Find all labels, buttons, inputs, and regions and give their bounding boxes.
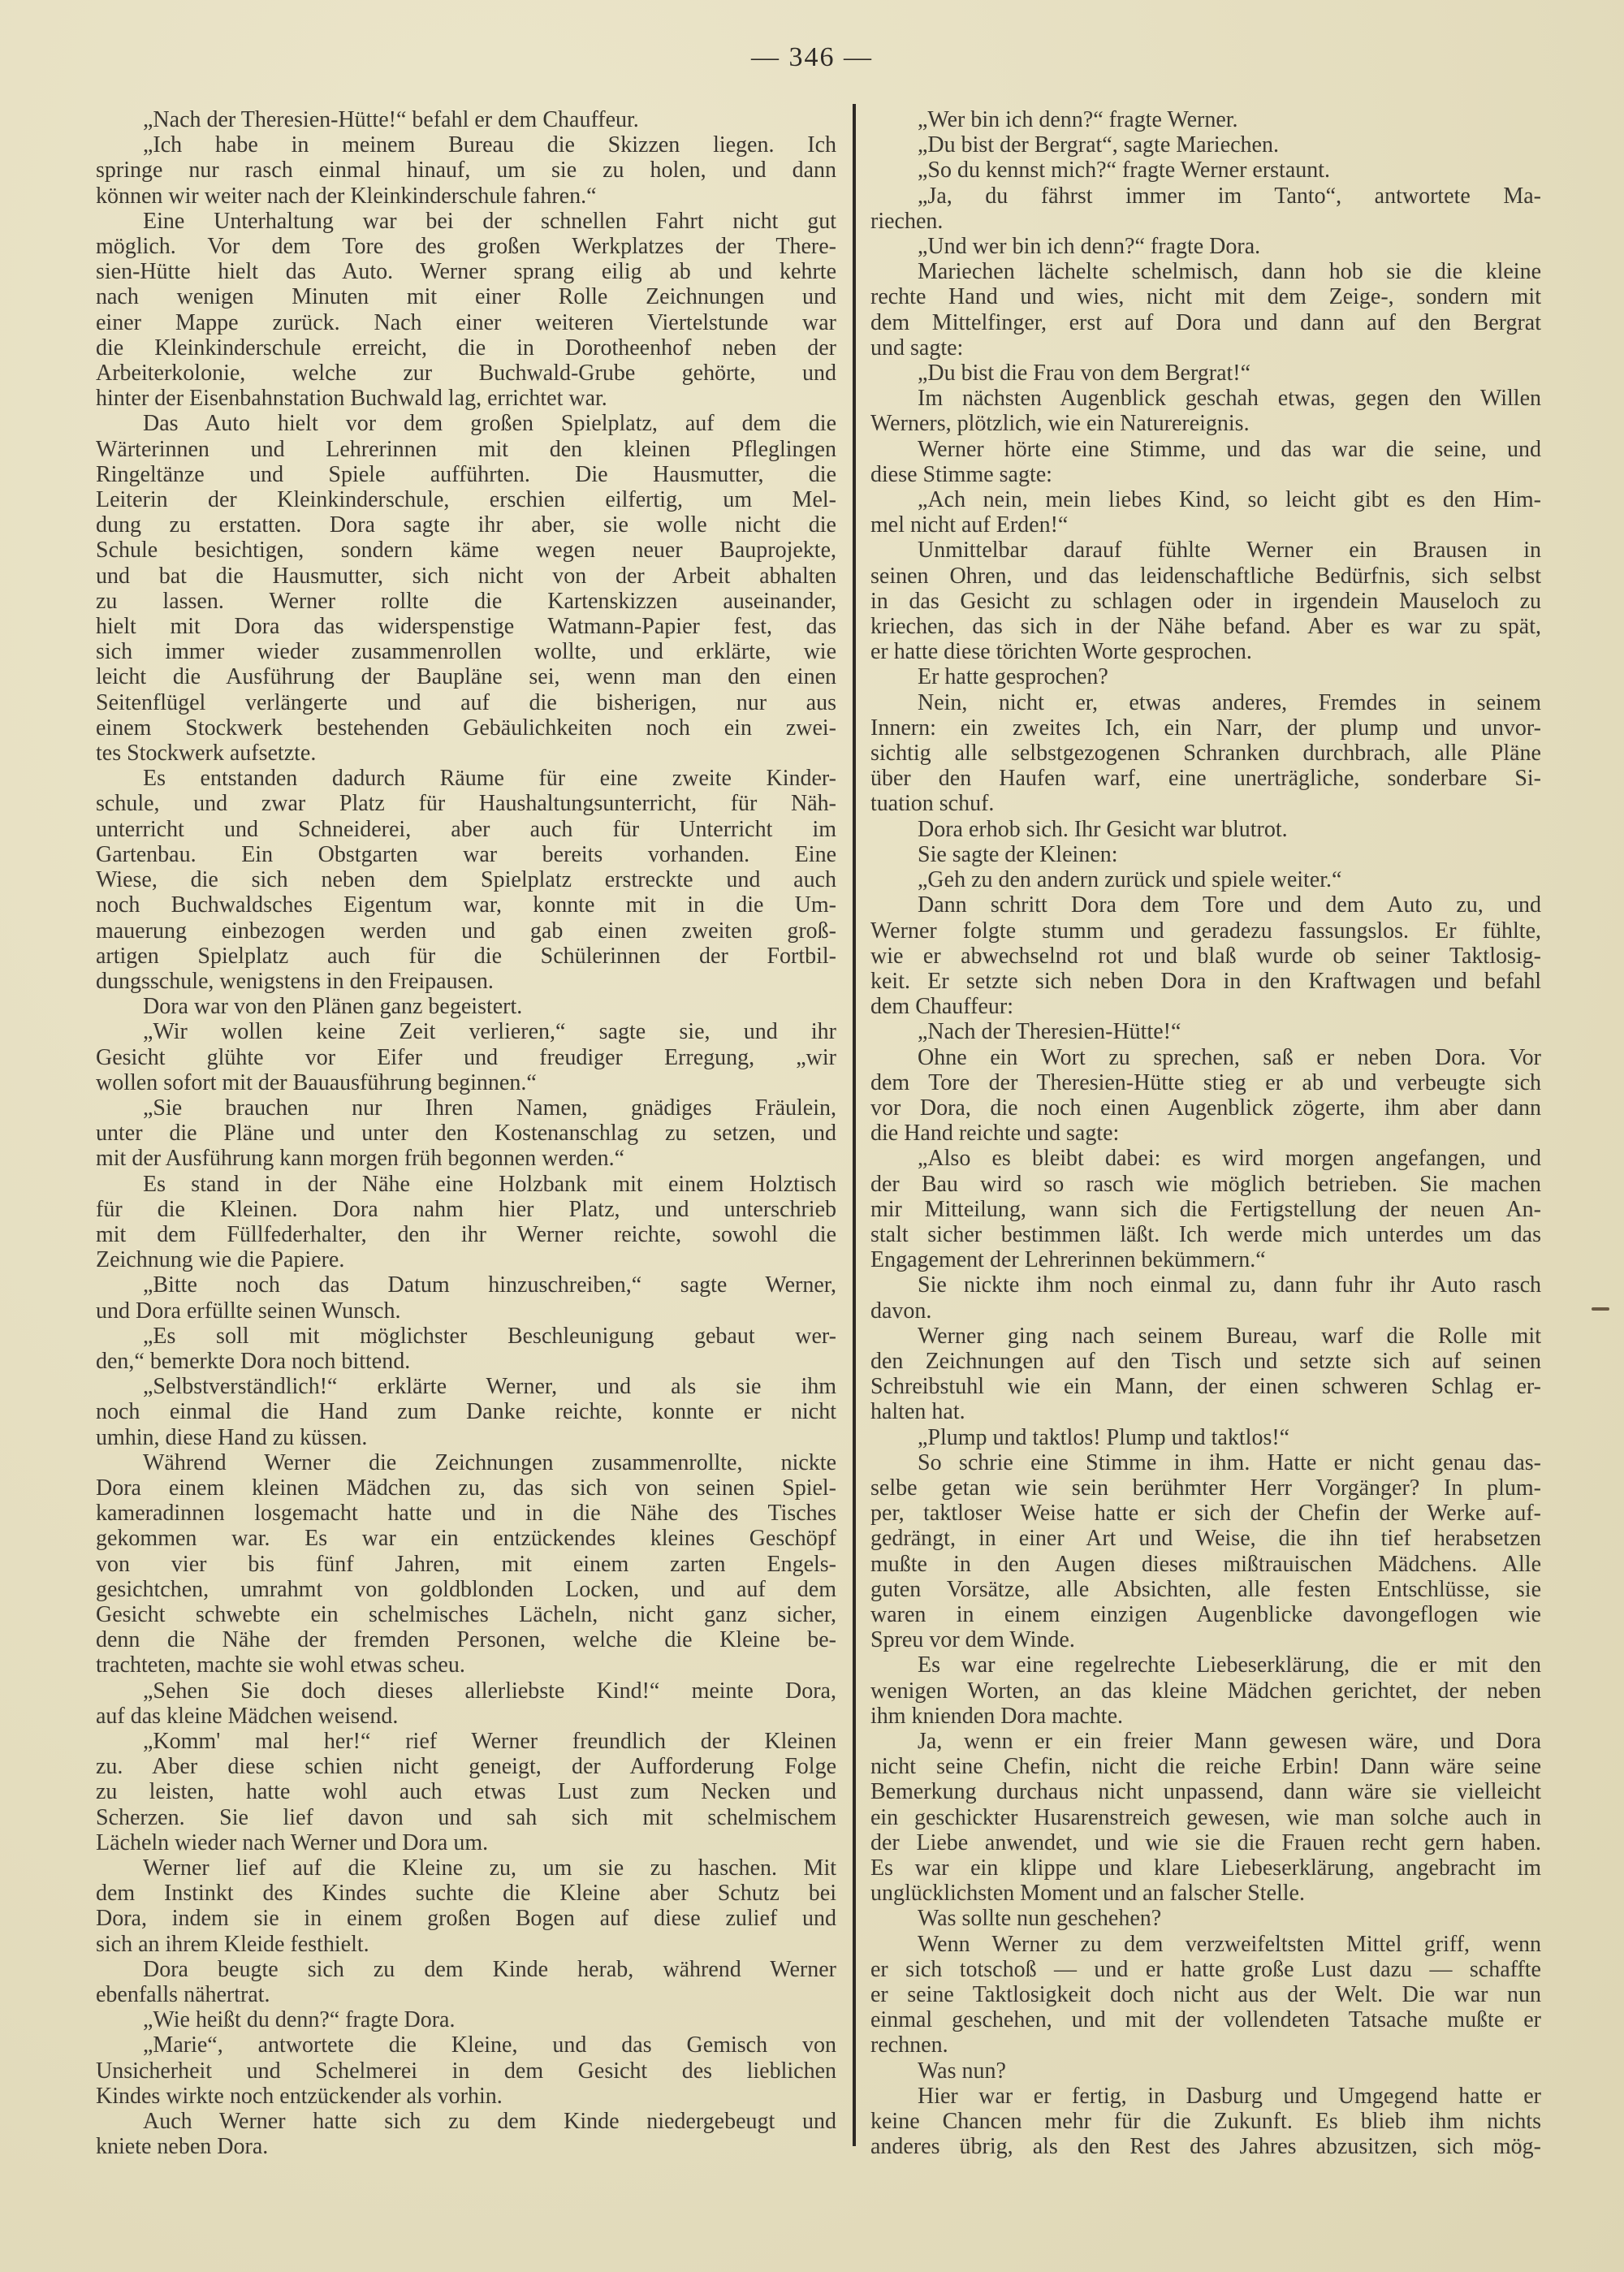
text-line: Wärterinnen und Lehrerinnen mit den kleinen Pfleglingen xyxy=(96,436,836,462)
paragraph xyxy=(870,1146,1541,1272)
text-line: sich immer wieder zusammenrollen wollte, und erklärte, wie xyxy=(96,639,836,665)
text-line: „Geh zu den andern zurück und spiele weiter.“ xyxy=(918,867,1342,893)
text-line: springe nur rasch einmal hinauf, um sie zu holen, und dann xyxy=(96,158,836,184)
paragraph xyxy=(870,2084,1541,2160)
text-line: leicht die Ausführung der Baupläne sei, wenn man den einen xyxy=(96,664,836,690)
text-line: keit. Er setzte sich neben Dora in den Kraftwagen und befahl xyxy=(870,968,1541,994)
paragraph xyxy=(870,184,1541,234)
page-number: — 346 — xyxy=(751,42,873,72)
text-line: „Nach der Theresien-Hütte!“ befahl er dem Chauffeur. xyxy=(143,107,639,132)
text-line: wollen sofort mit der Bauausführung beginnen.“ xyxy=(96,1069,537,1095)
text-line: Scherzen. Sie lief davon und sah sich mit schelmischem xyxy=(96,1804,836,1830)
text-line: „Ja, du fährst immer im Tanto“, antwortete Ma- xyxy=(918,183,1541,209)
paragraph xyxy=(870,1729,1541,1906)
paragraph xyxy=(96,1019,836,1095)
text-line: Gartenbau. Ein Obstgarten war bereits vorhanden. Eine xyxy=(96,841,836,867)
text-line: „Komm' mal her!“ rief Werner freundlich der Kleinen xyxy=(143,1729,836,1754)
text-line: dem Mittelfinger, erst auf Dora und dann auf den Bergrat xyxy=(870,309,1541,335)
text-line: Unmittelbar darauf fühlte Werner ein Brausen in xyxy=(918,538,1541,564)
text-line: guten Vorsätze, alle Absichten, alle festen Entschlüsse, sie xyxy=(870,1576,1541,1602)
text-line: „Plump und taktlos! Plump und taktlos!“ xyxy=(918,1424,1290,1450)
text-line: dung zu erstatten. Dora sagte ihr aber, sie wolle nicht die xyxy=(96,512,836,538)
text-line: „Nach der Theresien-Hütte!“ xyxy=(918,1019,1181,1045)
text-line: Kindes wirkte noch entzückender als vorhin. xyxy=(96,2083,503,2109)
text-line: unterricht und Schneiderei, aber auch für Unterricht im xyxy=(96,816,836,842)
text-line: noch einmal die Hand zum Danke reichte, konnte er nicht xyxy=(96,1399,836,1425)
text-line: Ringeltänze und Spiele aufführten. Die Hausmutter, die xyxy=(96,461,836,487)
text-line: denn die Nähe der fremden Personen, welche die Kleine be- xyxy=(96,1627,836,1653)
paragraph xyxy=(96,1855,836,1957)
text-line: Es stand in der Nähe eine Holzbank mit einem Holztisch xyxy=(143,1171,836,1197)
text-line: einmal geschehen, und mit der vollendeten Tatsache mußte er xyxy=(870,2007,1541,2033)
text-line: möglich. Vor dem Tore des großen Werkplatzes der There- xyxy=(96,234,836,260)
paragraph xyxy=(96,2032,836,2109)
text-line: dungsschule, wenigstens in den Freipausen. xyxy=(96,968,494,994)
text-line: ein geschickter Husarenstreich gewesen, wie man solche auch in xyxy=(870,1804,1541,1830)
paragraph xyxy=(870,892,1541,1019)
text-line: Wiese, die sich neben dem Spielplatz erstreckte und auch xyxy=(96,867,836,893)
paragraph xyxy=(870,690,1541,817)
text-line: keine Chancen mehr für die Zukunft. Es blieb ihm nichts xyxy=(870,2109,1541,2135)
text-line: der Bau wird so rasch wie möglich betrieben. Sie machen xyxy=(870,1171,1541,1197)
text-line: nach wenigen Minuten mit einer Rolle Zeichnungen und xyxy=(96,284,836,310)
text-line: mauerung einbezogen werden und gab einen zweiten groß- xyxy=(96,918,836,944)
text-line: auf das kleine Mädchen weisend. xyxy=(96,1703,399,1729)
text-line: artigen Spielplatz auch für die Schülerinnen der Fortbil- xyxy=(96,943,836,969)
text-line: dem Tore der Theresien-Hütte stieg er ab und verbeugte sich xyxy=(870,1069,1541,1095)
text-line: Es entstanden dadurch Räume für eine zweite Kinder- xyxy=(143,766,836,792)
text-line: stalt sicher bestimmen läßt. Ich werde mich unterdes um das xyxy=(870,1221,1541,1247)
paragraph xyxy=(96,1374,836,1450)
text-line: Dann schritt Dora dem Tore und dem Auto zu, und xyxy=(918,892,1541,918)
paragraph xyxy=(870,158,1541,183)
text-line: Schule besichtigen, sondern käme wegen neuer Bauprojekte, xyxy=(96,538,836,564)
text-line: Auch Werner hatte sich zu dem Kinde niedergebeugt und xyxy=(143,2109,836,2135)
paragraph xyxy=(96,107,836,132)
text-line: mel nicht auf Erden!“ xyxy=(870,512,1069,538)
text-line: unglücklichsten Moment und an falscher Stelle. xyxy=(870,1881,1305,1907)
text-line: tuation schuf. xyxy=(870,791,995,817)
text-line: diese Stimme sagte: xyxy=(870,461,1052,487)
text-line: „So du kennst mich?“ fragte Werner erstaunt. xyxy=(918,158,1331,184)
text-line: umhin, diese Hand zu küssen. xyxy=(96,1424,368,1450)
paragraph xyxy=(96,766,836,994)
text-line: Eine Unterhaltung war bei der schnellen Fahrt nicht gut xyxy=(143,208,836,234)
text-line: Arbeiterkolonie, welche zur Buchwald-Grube gehörte, und xyxy=(96,361,836,387)
paragraph xyxy=(870,2058,1541,2084)
text-line: riechen. xyxy=(870,208,944,234)
paragraph xyxy=(870,259,1541,361)
left-column xyxy=(96,107,836,2159)
text-line: „Wer bin ich denn?“ fragte Werner. xyxy=(918,107,1238,132)
text-line: sien-Hütte hielt das Auto. Werner sprang eilig ab und kehrte xyxy=(96,259,836,285)
text-line: Zeichnung wie die Papiere. xyxy=(96,1247,345,1273)
text-line: kniete neben Dora. xyxy=(96,2134,269,2160)
text-line: Werners, plötzlich, wie ein Naturereignis. xyxy=(870,411,1250,437)
text-line: Das Auto hielt vor dem großen Spielplatz, auf dem die xyxy=(143,411,836,437)
text-line: „Ich habe in meinem Bureau die Skizzen liegen. Ich xyxy=(143,132,836,158)
text-line: und bat die Hausmutter, sich nicht von der Arbeit abhalten xyxy=(96,563,836,589)
text-line: er seine Taktlosigkeit doch nicht aus der Welt. Die war nun xyxy=(870,1982,1541,2008)
text-line: „Du bist der Bergrat“, sagte Mariechen. xyxy=(918,132,1279,158)
text-line: „Wie heißt du denn?“ fragte Dora. xyxy=(143,2007,456,2033)
text-line: Dora, indem sie in einem großen Bogen auf diese zulief und xyxy=(96,1906,836,1932)
text-line: tes Stockwerk aufsetzte. xyxy=(96,741,317,767)
text-line: wenigen Worten, an das kleine Mädchen gerichtet, der neben xyxy=(870,1678,1541,1704)
text-line: Unsicherheit und Schelmerei in dem Gesicht des lieblichen xyxy=(96,2058,836,2084)
text-line: Er hatte gesprochen? xyxy=(918,664,1108,690)
paragraph xyxy=(870,1272,1541,1323)
paragraph xyxy=(96,411,836,766)
paragraph xyxy=(870,842,1541,867)
paragraph xyxy=(870,538,1541,664)
text-line: vor Dora, die noch einen Augenblick zögerte, ihm aber dann xyxy=(870,1095,1541,1121)
text-line: den,“ bemerkte Dora noch bittend. xyxy=(96,1348,411,1374)
paragraph xyxy=(96,1095,836,1172)
text-line: Ohne ein Wort zu sprechen, saß er neben Dora. Vor xyxy=(918,1044,1541,1070)
text-line: Es war eine regelrechte Liebeserklärung, die er mit den xyxy=(918,1652,1541,1678)
paragraph xyxy=(870,487,1541,538)
paragraph xyxy=(870,1045,1541,1147)
text-line: Während Werner die Zeichnungen zusammenrollte, nickte xyxy=(143,1449,836,1475)
text-line: Mariechen lächelte schelmisch, dann hob sie die kleine xyxy=(918,259,1541,285)
paragraph xyxy=(96,1324,836,1374)
text-line: per, taktloser Weise hatte er sich der Chefin der Werke auf- xyxy=(870,1501,1541,1527)
text-line: Schreibstuhl wie ein Mann, der einen schweren Schlag er- xyxy=(870,1374,1541,1400)
text-line: Leiterin der Kleinkinderschule, erschien eilfertig, um Mel- xyxy=(96,487,836,513)
text-line: rechte Hand und wies, nicht mit dem Zeige-, sondern mit xyxy=(870,284,1541,310)
paragraph xyxy=(96,1172,836,1273)
text-line: Lächeln wieder nach Werner und Dora um. xyxy=(96,1829,489,1855)
paragraph xyxy=(96,1450,836,1678)
paragraph xyxy=(96,2007,836,2032)
paragraph xyxy=(96,1957,836,2007)
text-line: Spreu vor dem Winde. xyxy=(870,1627,1075,1653)
text-line: Es war ein klippe und klare Liebeserklärung, angebracht im xyxy=(870,1855,1541,1881)
text-line: Hier war er fertig, in Dasburg und Umgegend hatte er xyxy=(918,2083,1541,2109)
text-line: Ja, wenn er ein freier Mann gewesen wäre, und Dora xyxy=(918,1729,1541,1754)
paragraph xyxy=(870,437,1541,487)
text-line: Im nächsten Augenblick geschah etwas, gegen den Willen xyxy=(918,386,1541,412)
text-line: können wir weiter nach der Kleinkinderschule fahren.“ xyxy=(96,183,597,209)
text-line: „Also es bleibt dabei: es wird morgen angefangen, und xyxy=(918,1146,1541,1172)
text-line: „Bitte noch das Datum hinzuschreiben,“ sagte Werner, xyxy=(143,1272,836,1298)
text-line: halten hat. xyxy=(870,1399,965,1425)
paragraph xyxy=(870,867,1541,892)
text-line: für die Kleinen. Dora nahm hier Platz, und unterschrieb xyxy=(96,1196,836,1222)
text-line: gedrängt, in einer Art und Weise, die ihn tief herabsetzen xyxy=(870,1526,1541,1552)
text-line: der Liebe anwendet, und wie sie die Frauen recht gern haben. xyxy=(870,1829,1541,1855)
text-line: sichtig alle selbstgezogenen Schranken durchbrach, alle Pläne xyxy=(870,741,1541,767)
text-line: unter die Pläne und unter den Kostenanschlag zu setzen, und xyxy=(96,1121,836,1147)
text-line: und Dora erfüllte seinen Wunsch. xyxy=(96,1298,401,1324)
paragraph xyxy=(96,209,836,412)
text-line: Gesicht schwebte ein schelmisches Lächeln, nicht ganz sicher, xyxy=(96,1601,836,1627)
paragraph xyxy=(870,664,1541,689)
text-line: ihm knienden Dora machte. xyxy=(870,1703,1124,1729)
text-line: zu leisten, hatte wohl auch etwas Lust zum Necken und xyxy=(96,1779,836,1805)
text-line: er sich totschoß — und er hatte große Lust dazu — schaffte xyxy=(870,1956,1541,1982)
text-line: einem Stockwerk bestehenden Gebäulichkeiten noch ein zwei- xyxy=(96,715,836,741)
paragraph xyxy=(870,1450,1541,1653)
text-line: mit der Ausführung kann morgen früh begonnen werden.“ xyxy=(96,1146,625,1172)
text-line: anderes übrig, als den Rest des Jahres abzusitzen, sich mög- xyxy=(870,2134,1541,2160)
text-line: nicht seine Chefin, nicht die reiche Erbin! Dann wäre seine xyxy=(870,1754,1541,1780)
text-line: zu lassen. Werner rollte die Kartenskizzen auseinander, xyxy=(96,588,836,614)
paragraph xyxy=(870,817,1541,842)
text-line: trachteten, machte sie wohl etwas scheu. xyxy=(96,1652,465,1678)
text-line: gekommen war. Es war ein entzückendes kleines Geschöpf xyxy=(96,1526,836,1552)
text-line: Werner hörte eine Stimme, und das war die seine, und xyxy=(918,436,1541,462)
text-line: Seitenflügel verlängerte und auf die bisherigen, nur aus xyxy=(96,689,836,715)
text-line: selbe getan wie sein berühmter Herr Vorgänger? In plum- xyxy=(870,1475,1541,1501)
text-line: Dora erhob sich. Ihr Gesicht war blutrot. xyxy=(918,816,1288,842)
text-line: von vier bis fünf Jahren, mit einem zarten Engels- xyxy=(96,1551,836,1577)
paragraph xyxy=(870,361,1541,386)
text-line: dem Chauffeur: xyxy=(870,994,1013,1020)
text-line: Sie sagte der Kleinen: xyxy=(918,841,1118,867)
text-line: So schrie eine Stimme in ihm. Hatte er nicht genau das- xyxy=(918,1449,1541,1475)
text-line: die Hand reichte und sagte: xyxy=(870,1121,1120,1147)
paragraph xyxy=(870,1324,1541,1425)
text-line: Dora beugte sich zu dem Kinde herab, während Werner xyxy=(143,1956,836,1982)
text-line: „Marie“, antwortete die Kleine, und das Gemisch von xyxy=(143,2032,836,2058)
paragraph xyxy=(96,1678,836,1729)
paragraph xyxy=(870,1425,1541,1450)
text-line: Dora war von den Plänen ganz begeistert. xyxy=(143,994,523,1020)
text-line: in das Gesicht zu schlagen oder in irgendein Mauseloch zu xyxy=(870,588,1541,614)
text-line: Werner ging nach seinem Bureau, warf die Rolle mit xyxy=(918,1323,1541,1349)
paragraph xyxy=(96,1272,836,1323)
text-line: sich an ihrem Kleide festhielt. xyxy=(96,1931,369,1957)
text-line: ebenfalls nähertrat. xyxy=(96,1982,270,2008)
text-line: seinen Ohren, und das leidenschaftliche Bedürfnis, sich selbst xyxy=(870,563,1541,589)
text-line: er hatte diese törichten Worte gesprochen. xyxy=(870,639,1252,665)
text-line: „Sehen Sie doch dieses allerliebste Kind!“ meinte Dora, xyxy=(143,1678,836,1704)
text-line: wie er abwechselnd rot und blaß wurde ob seiner Taktlosig- xyxy=(870,943,1541,969)
text-line: und sagte: xyxy=(870,335,964,361)
text-line: „Du bist die Frau von dem Bergrat!“ xyxy=(918,361,1251,387)
text-line: „Ach nein, mein liebes Kind, so leicht gibt es den Him- xyxy=(918,487,1541,513)
text-line: Nein, nicht er, etwas anderes, Fremdes in seinem xyxy=(918,689,1541,715)
paragraph xyxy=(870,1906,1541,1931)
text-line: kameradinnen losgemacht hatte und in die Nähe des Tisches xyxy=(96,1501,836,1527)
paragraph xyxy=(96,1729,836,1855)
text-line: hielt mit Dora das widerspenstige Watmann-Papier fest, das xyxy=(96,614,836,640)
text-line: Werner folgte stumm und geradezu fassungslos. Er fühlte, xyxy=(870,918,1541,944)
paragraph xyxy=(870,107,1541,132)
paragraph xyxy=(870,1652,1541,1729)
text-line: dem Instinkt des Kindes suchte die Kleine aber Schutz bei xyxy=(96,1881,836,1907)
text-line: Innern: ein zweites Ich, ein Narr, der plump und unvor- xyxy=(870,715,1541,741)
paragraph xyxy=(870,1932,1541,2058)
text-line: „Sie brauchen nur Ihren Namen, gnädiges Fräulein, xyxy=(143,1095,836,1121)
text-line: rechnen. xyxy=(870,2032,948,2058)
column-divider xyxy=(853,104,856,2146)
text-line: mir Mitteilung, wann sich die Fertigstellung der neuen An- xyxy=(870,1196,1541,1222)
paper-mark xyxy=(1592,1307,1609,1311)
text-line: Gesicht glühte vor Eifer und freudiger Erregung, „wir xyxy=(96,1044,836,1070)
text-line: Engagement der Lehrerinnen bekümmern.“ xyxy=(870,1247,1266,1273)
text-line: Bemerkung durchaus nicht unpassend, dann wäre sie vielleicht xyxy=(870,1779,1541,1805)
text-line: über den Haufen warf, eine unerträgliche, sonderbare Si- xyxy=(870,766,1541,792)
text-line: „Es soll mit möglichster Beschleunigung gebaut wer- xyxy=(143,1323,836,1349)
text-line: Dora einem kleinen Mädchen zu, das sich von seinen Spiel- xyxy=(96,1475,836,1501)
paragraph xyxy=(96,2109,836,2159)
paragraph xyxy=(870,234,1541,259)
text-line: zu. Aber diese schien nicht geneigt, der Aufforderung Folge xyxy=(96,1754,836,1780)
text-line: Werner lief auf die Kleine zu, um sie zu haschen. Mit xyxy=(143,1855,836,1881)
text-line: kriechen, das sich in der Nähe befand. Aber es war zu spät, xyxy=(870,614,1541,640)
right-column xyxy=(870,107,1541,2159)
text-line: waren in einem einzigen Augenblicke davongeflogen wie xyxy=(870,1601,1541,1627)
text-line: gesichtchen, umrahmt von goldblonden Locken, und auf dem xyxy=(96,1576,836,1602)
text-line: hinter der Eisenbahnstation Buchwald lag, errichtet war. xyxy=(96,386,607,412)
text-line: noch Buchwaldsches Eigentum war, konnte mit in die Um- xyxy=(96,892,836,918)
text-line: einer Mappe zurück. Nach einer weiteren Viertelstunde war xyxy=(96,309,836,335)
paragraph xyxy=(96,132,836,209)
text-line: den Zeichnungen auf den Tisch und setzte sich auf seinen xyxy=(870,1348,1541,1374)
text-line: schule, und zwar Platz für Haushaltungsunterricht, für Näh- xyxy=(96,791,836,817)
text-line: Wenn Werner zu dem verzweifeltsten Mittel griff, wenn xyxy=(918,1931,1541,1957)
text-line: „Und wer bin ich denn?“ fragte Dora. xyxy=(918,234,1261,260)
paragraph xyxy=(870,132,1541,158)
text-line: die Kleinkinderschule erreicht, die in Dorotheenhof neben der xyxy=(96,335,836,361)
text-line: davon. xyxy=(870,1298,932,1324)
paragraph xyxy=(870,1019,1541,1044)
text-line: „Wir wollen keine Zeit verlieren,“ sagte sie, und ihr xyxy=(143,1019,836,1045)
text-line: Sie nickte ihm noch einmal zu, dann fuhr ihr Auto rasch xyxy=(918,1272,1541,1298)
text-line: „Selbstverständlich!“ erklärte Werner, und als sie ihm xyxy=(143,1374,836,1400)
text-line: mit dem Füllfederhalter, den ihr Werner reichte, sowohl die xyxy=(96,1221,836,1247)
paragraph xyxy=(96,994,836,1019)
paragraph xyxy=(870,386,1541,436)
text-line: Was nun? xyxy=(918,2058,1006,2084)
text-line: mußte in den Augen dieses mißtrauischen Mädchens. Alle xyxy=(870,1551,1541,1577)
text-line: Was sollte nun geschehen? xyxy=(918,1906,1162,1932)
